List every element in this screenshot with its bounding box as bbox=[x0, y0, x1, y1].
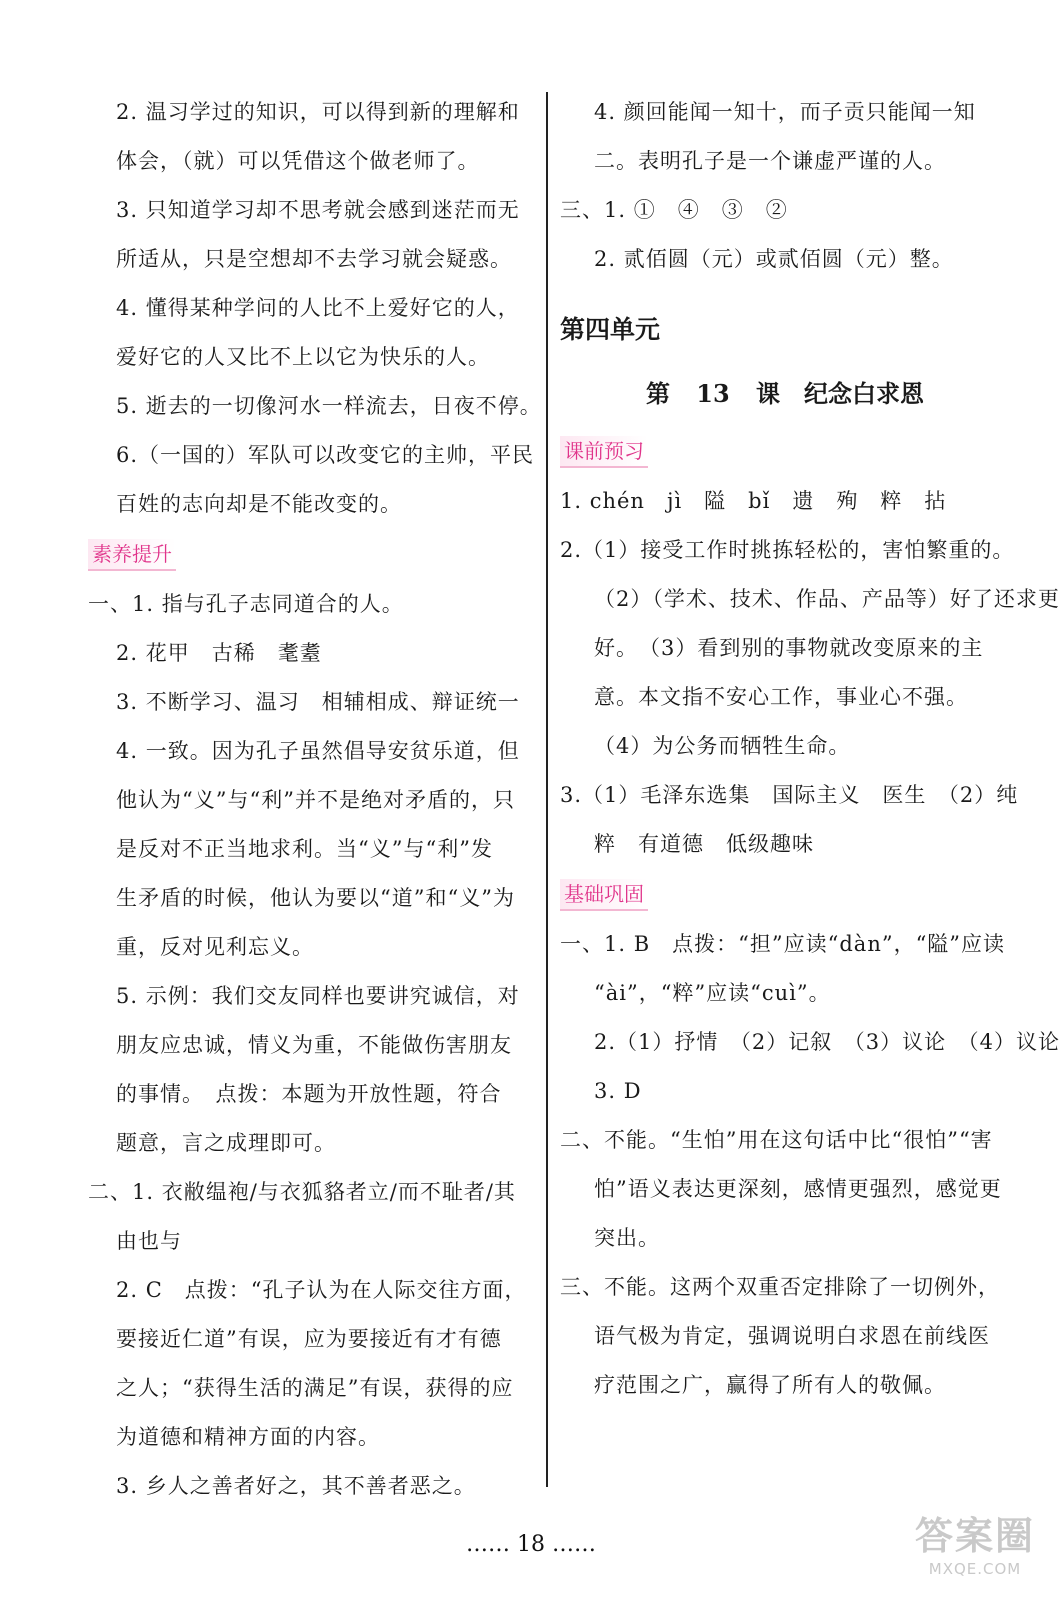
text-line: （2）（学术、技术、作品、产品等）好了还求更 bbox=[594, 587, 1060, 611]
text-line: 2. 温习学过的知识，可以得到新的理解和 bbox=[116, 100, 520, 124]
text-line: 3. 乡人之善者好之，其不善者恶之。 bbox=[116, 1474, 476, 1498]
section-heading-row bbox=[560, 869, 1010, 920]
text-line: 三、不能。这两个双重否定排除了一切例外， bbox=[560, 1275, 1000, 1299]
column-divider bbox=[546, 92, 548, 1487]
text-line: 3. 不断学习、温习 相辅相成、辩证统一 bbox=[116, 690, 520, 714]
right-column bbox=[560, 88, 1060, 1410]
text-line: （4）为公务而牺牲生命。 bbox=[594, 734, 851, 758]
text-line: 一、1. B 点拨：“担”应读“dàn”，“隘”应读 bbox=[560, 932, 1006, 956]
unit-title: 第四单元 bbox=[560, 315, 661, 344]
text-line: 4. 颜回能闻一知十，而子贡只能闻一知 bbox=[594, 100, 976, 124]
text-line: 3.（1）毛泽东选集 国际主义 医生 （2）纯 bbox=[560, 783, 1019, 807]
watermark-text: 答案圈 bbox=[914, 1514, 1035, 1558]
section-tag: 基础巩固 bbox=[560, 879, 648, 911]
text-line: 二。表明孔子是一个谦虚严谨的人。 bbox=[594, 149, 946, 173]
page-number: …… 18 …… bbox=[466, 1532, 596, 1557]
text-line: 6.（一国的）军队可以改变它的主帅，平民 bbox=[116, 443, 535, 467]
text-line: 语气极为肯定，强调说明白求恩在前线医 bbox=[594, 1324, 990, 1348]
text-line: 百姓的志向却是不能改变的。 bbox=[116, 492, 402, 516]
section-tag: 素养提升 bbox=[88, 539, 176, 571]
text-line: 朋友应忠诚，情义为重，不能做伤害朋友 bbox=[116, 1033, 512, 1057]
text-line: 之人；“获得生活的满足”有误，获得的应 bbox=[116, 1376, 514, 1400]
text-line: 2. C 点拨：“孔子认为在人际交往方面， bbox=[116, 1278, 527, 1302]
text-line: 3. 只知道学习却不思考就会感到迷茫而无 bbox=[116, 198, 520, 222]
lesson-title: 第 13 课 纪念白求恩 bbox=[645, 379, 925, 408]
text-line: 4. 懂得某种学问的人比不上爱好它的人， bbox=[116, 296, 520, 320]
text-line: 重，反对见利忘义。 bbox=[116, 935, 314, 959]
text-line: 一、1. 指与孔子志同道合的人。 bbox=[88, 592, 404, 616]
text-line: 要接近仁道”有误，应为要接近有才有德 bbox=[116, 1327, 502, 1351]
left-column bbox=[88, 88, 542, 1511]
watermark-logo bbox=[900, 1505, 1050, 1580]
text-line: 4. 一致。因为孔子虽然倡导安贫乐道，但 bbox=[116, 739, 520, 763]
section-heading-row bbox=[560, 426, 1010, 477]
text-line: 好。 （3）看到别的事物就改变原来的主 bbox=[594, 636, 984, 660]
text-line: 所适从，只是空想却不去学习就会疑惑。 bbox=[116, 247, 512, 271]
text-line: 为道德和精神方面的内容。 bbox=[116, 1425, 380, 1449]
text-line: “ài”，“粹”应读“cuì”。 bbox=[594, 981, 831, 1005]
watermark-url: MXQE.COM bbox=[928, 1560, 1022, 1578]
text-line: 2. 花甲 古稀 耄耋 bbox=[116, 641, 322, 665]
text-line: 爱好它的人又比不上以它为快乐的人。 bbox=[116, 345, 490, 369]
text-line: 2.（1）抒情 （2）记叙 （3）议论 （4）议论 bbox=[594, 1030, 1060, 1054]
text-line: 1. chén jì 隘 bǐ 遗 殉 粹 拈 bbox=[560, 489, 947, 513]
text-line: 意。本文指不安心工作，事业心不强。 bbox=[594, 685, 968, 709]
text-line: 疗范围之广，赢得了所有人的敬佩。 bbox=[594, 1373, 946, 1397]
text-line: 三、1. ① ④ ③ ② bbox=[560, 198, 788, 222]
text-line: 5. 逝去的一切像河水一样流去，日夜不停。 bbox=[116, 394, 542, 418]
text-line: 粹 有道德 低级趣味 bbox=[594, 832, 814, 856]
text-line: 体会，（就）可以凭借这个做老师了。 bbox=[116, 149, 480, 173]
text-line: 由也与 bbox=[116, 1229, 182, 1253]
section-heading-row bbox=[88, 529, 538, 580]
text-line: 怕”语义表达更深刻，感情更强烈，感觉更 bbox=[594, 1177, 1002, 1201]
text-line: 突出。 bbox=[594, 1226, 660, 1250]
text-line: 是反对不正当地求利。当“义”与“利”发 bbox=[116, 837, 493, 861]
text-line: 题意，言之成理即可。 bbox=[116, 1131, 336, 1155]
section-tag: 课前预习 bbox=[560, 436, 648, 468]
text-line: 的事情。 点拨：本题为开放性题，符合 bbox=[116, 1082, 502, 1106]
text-line: 3. D bbox=[594, 1079, 642, 1103]
text-line: 他认为“义”与“利”并不是绝对矛盾的，只 bbox=[116, 788, 515, 812]
text-line: 2.（1）接受工作时挑拣轻松的，害怕繁重的。 bbox=[560, 538, 1015, 562]
text-line: 二、不能。“生怕”用在这句话中比“很怕”“害 bbox=[560, 1128, 993, 1152]
text-line: 生矛盾的时候，他认为要以“道”和“义”为 bbox=[116, 886, 515, 910]
text-line: 二、1. 衣敝缊袍/与衣狐貉者立/而不耻者/其 bbox=[88, 1180, 516, 1204]
text-line: 2. 贰佰圆（元）或贰佰圆（元）整。 bbox=[594, 247, 954, 271]
text-line: 5. 示例：我们交友同样也要讲究诚信，对 bbox=[116, 984, 520, 1008]
